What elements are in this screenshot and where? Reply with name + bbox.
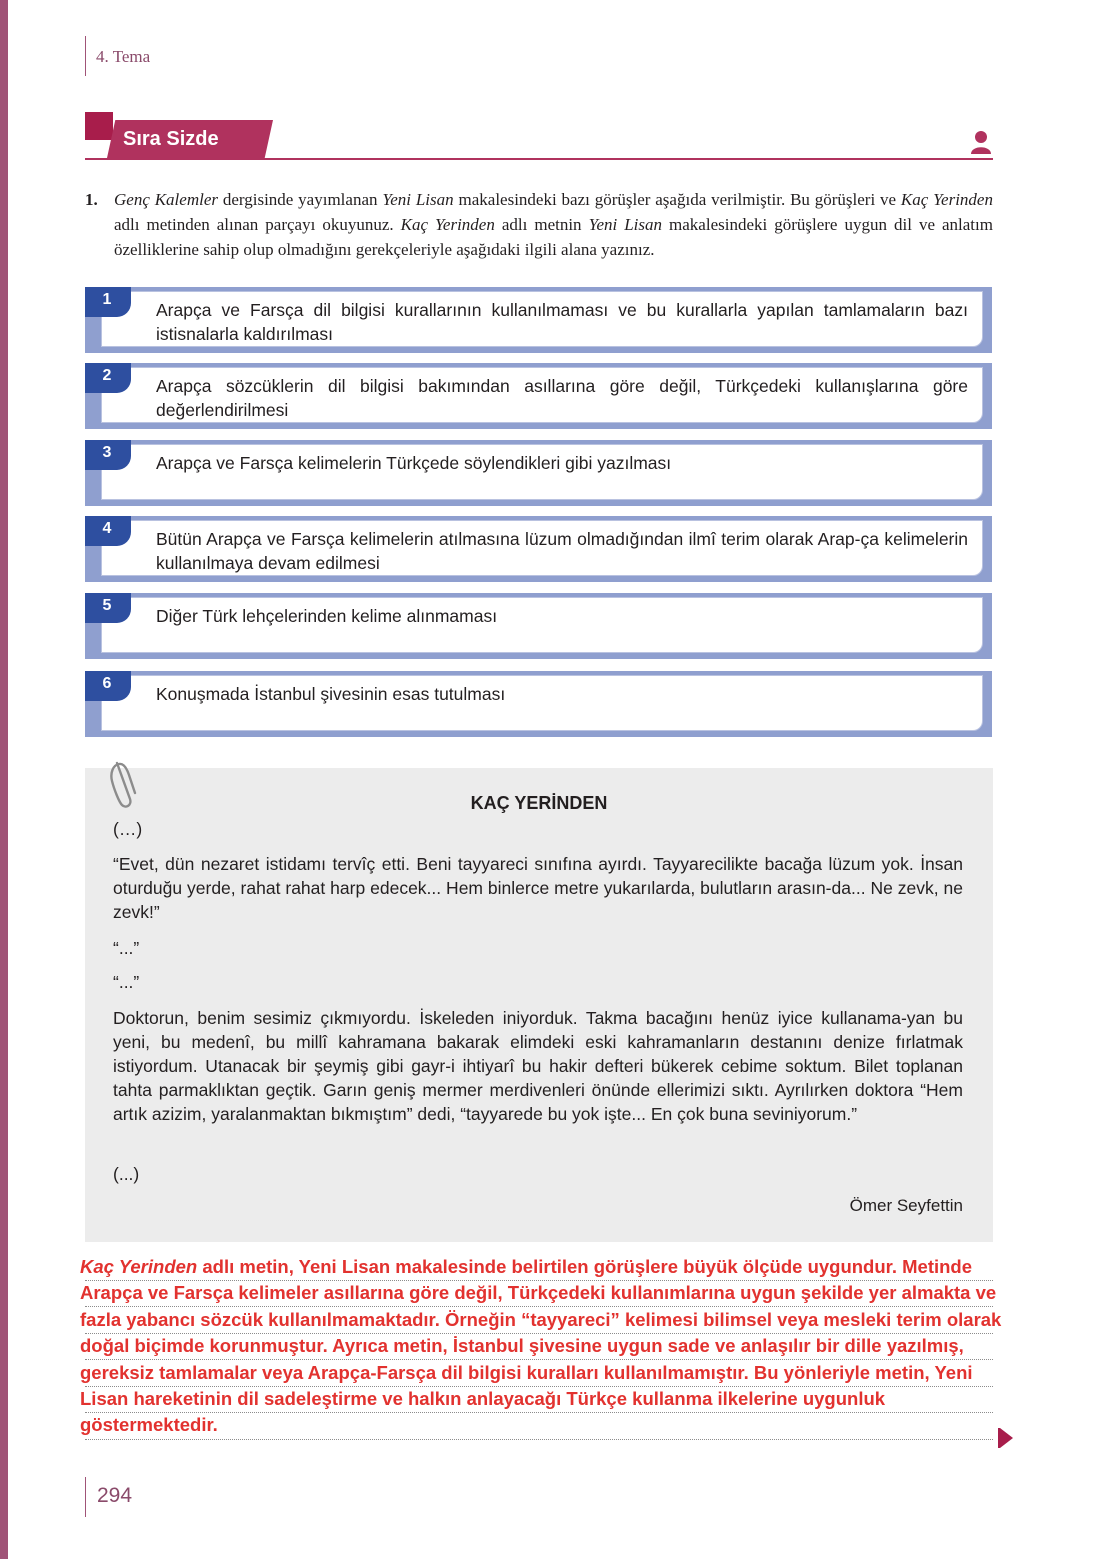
page-edge-bar — [0, 0, 8, 1559]
story-paragraph-2: “...” — [113, 938, 140, 958]
criteria-item — [85, 516, 992, 582]
criteria-number: 3 — [102, 444, 112, 461]
criteria-text: Diğer Türk lehçelerinden kelime alınmaması — [156, 606, 498, 626]
criteria-number: 6 — [102, 675, 112, 692]
question-text-segment: makalesindeki bazı görüşler aşağıda verilmiştir. Bu görüşleri ve — [453, 190, 901, 209]
answer-title: Kaç Yerinden — [80, 1256, 198, 1277]
question-text — [114, 187, 993, 262]
section-flag — [85, 112, 113, 140]
answer-text — [80, 1254, 1005, 1439]
criteria-number: 2 — [102, 367, 112, 384]
story-title: KAÇ YERİNDEN — [470, 793, 608, 813]
question-text-segment: adlı metinden alınan parçayı okuyunuz. — [114, 215, 401, 234]
criteria-number: 4 — [102, 520, 112, 537]
question-italic-title: Kaç Yerinden — [400, 215, 495, 234]
question-text-segment: adlı metnin — [494, 215, 589, 234]
question-italic-title: Yeni Lisan — [382, 190, 454, 209]
story-paragraph-3: “...” — [113, 972, 140, 992]
criteria-text: Bütün Arapça ve Farsça kelimelerin atılmasına lüzum olmadığından ilmî terim olarak Arap-ça kelimelerin kullanılmaya devam edilmesi — [156, 529, 968, 573]
criteria-text: Konuşmada İstanbul şivesinin esas tutulması — [156, 684, 506, 704]
story-ellipsis-end: (...) — [113, 1164, 140, 1184]
criteria-item — [85, 440, 992, 506]
section-underline — [85, 158, 993, 160]
answer-line — [85, 1439, 993, 1440]
criteria-item — [85, 671, 992, 737]
theme-label: 4. Tema — [96, 47, 151, 66]
story-paragraph-1: “Evet, dün nezaret istidamı tervîç etti. Beni tayyareci sınıfına ayırdı. Tayyarecilikte bacağa lüzum yok. İnsan oturduğu yerde, rahat rahat harp edecek... Hem binlerce metre yukarılarda, bulutların arasın-da... Ne zevk, ne zevk!” — [113, 854, 963, 922]
question-italic-title: Kaç Yerinden — [900, 190, 993, 209]
question-italic-title: Yeni Lisan — [588, 215, 663, 234]
question-text-segment: makalesindeki görüşlere uygun dil ve anlatım özelliklerine sahip olup olmadığını gerekçeleriyle aşağıdaki ilgili alana yazınız. — [114, 215, 993, 259]
story-paragraph-4: Doktorun, benim sesimiz çıkmıyordu. İskeleden iniyorduk. Takma bacağını henüz iyice kullanama-yan bu yeni, bu medenî, bu millî kahramana bakarak elimdeki eski kahramanların destanını denize fırlatmak istiyordum. Utanacak bir şeymiş gibi gayr-i ihtiyarî bu hakir defteri bükerek cebime soktum. Bilet toplanan tahta parmaklıktan geçtik. Garın geniş mermer merdivenleri önünde ellerimizi sıktı. Ayrılırken doktora “Hem artık azizim, yaralanmaktan bıkmıştım” dedi, “tayyarede bu yok işte... En çok buna seviniyorum.” — [113, 1008, 963, 1124]
criteria-number: 1 — [102, 291, 112, 308]
criteria-item — [85, 287, 992, 353]
criteria-text: Arapça ve Farsça dil bilgisi kurallarının kullanılmaması ve bu kurallarla yapılan tamlamaların bazı istisnalarla kaldırılması — [156, 300, 968, 344]
criteria-item — [85, 363, 992, 429]
question-number: 1. — [85, 190, 98, 209]
footer-divider — [85, 1477, 86, 1517]
section-title: Sıra Sizde — [123, 128, 219, 150]
criteria-text: Arapça ve Farsça kelimelerin Türkçede söylendikleri gibi yazılması — [156, 453, 672, 473]
question-block — [85, 187, 993, 262]
story-author: Ömer Seyfettin — [849, 1196, 963, 1215]
header-divider — [85, 36, 86, 76]
criteria-text: Arapça sözcüklerin dil bilgisi bakımından asıllarına göre değil, Türkçedeki kullanışlarına göre değerlendirilmesi — [156, 376, 968, 420]
story-ellipsis-start: (…) — [113, 819, 143, 839]
answer-body: adlı metin, Yeni Lisan makalesinde belirtilen görüşlere büyük ölçüde uygundur. Metinde Arapça ve Farsça kelimeler asıllarına göre değil, Türkçedeki kullanımlarına uygun şekilde yer almakta ve fazla yabancı sözcük kullanılmamaktadır. Örneğin “tayyareci” kelimesi bilimsel veya mesleki terim olarak doğal biçimde korunmuştur. Ayrıca metin, İstanbul şivesine uygun sade ve anlaşılır bir dille yazılmış, gereksiz tamlamalar veya Arapça-Farsça dil bilgisi kuralları kullanılmamıştır. Bu yönleriyle metin, Yeni Lisan hareketinin dil sadeleştirme ve halkın anlayacağı Türkçe kullanma ilkelerine uygunluk göstermektedir. — [80, 1256, 1002, 1436]
question-text-segment: dergisinde yayımlanan — [217, 190, 383, 209]
criteria-item — [85, 593, 992, 659]
page-number: 294 — [97, 1484, 133, 1507]
criteria-number: 5 — [102, 597, 112, 614]
question-italic-title: Genç Kalemler — [114, 190, 218, 209]
play-arrow-icon — [998, 1428, 1014, 1448]
section-header — [85, 112, 993, 162]
person-icon — [970, 130, 992, 154]
